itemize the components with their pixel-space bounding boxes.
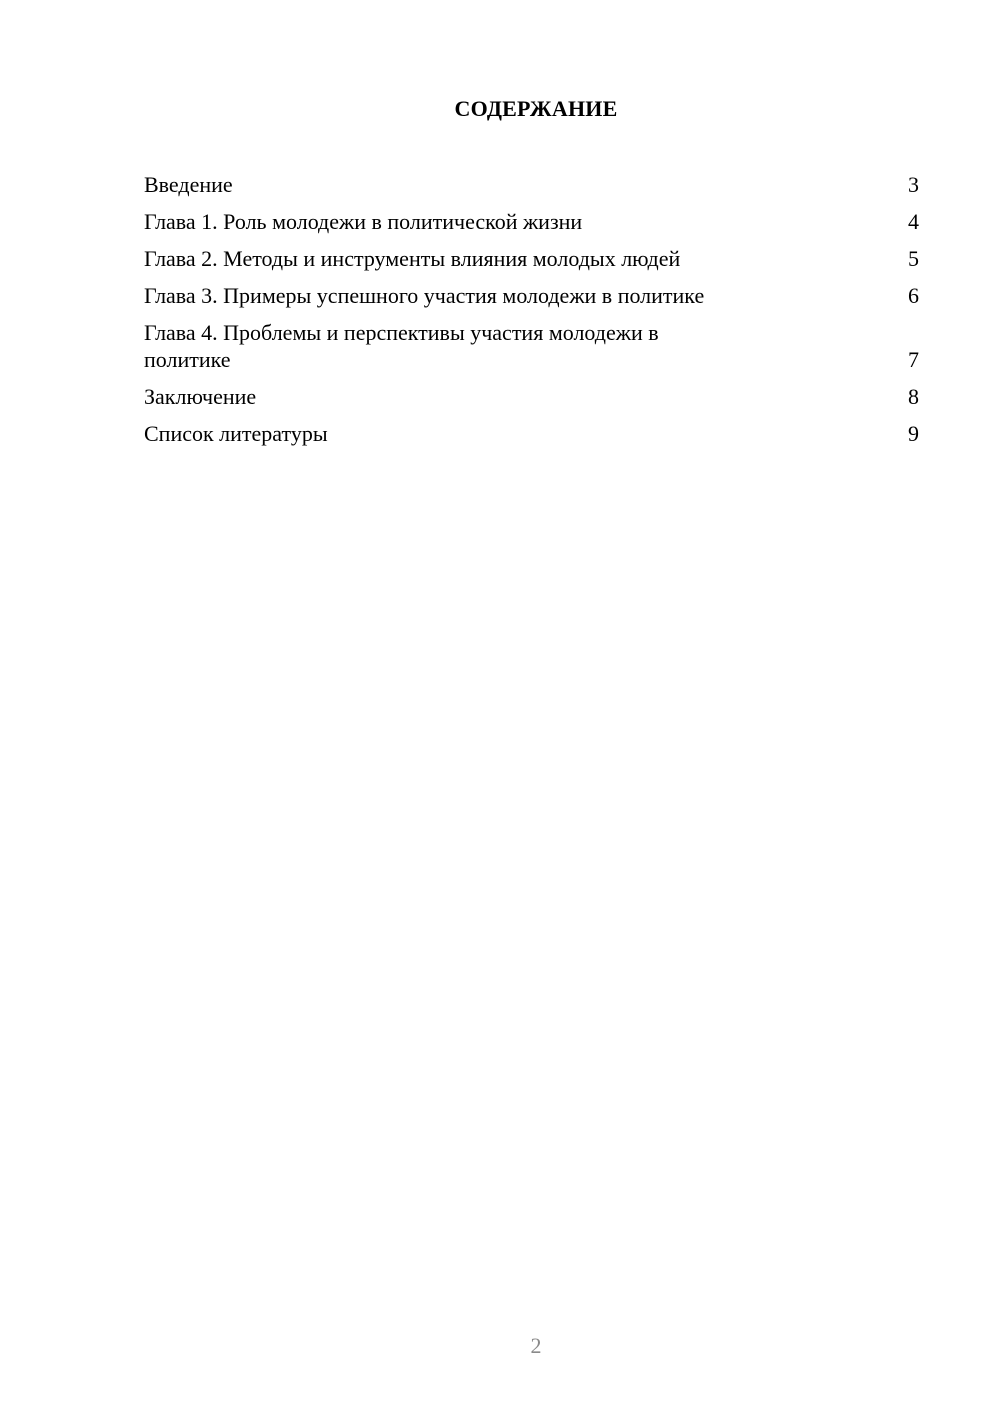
toc-entry-chapter-4 [144,319,919,373]
toc-entry-references [144,420,919,447]
toc-entry-chapter-3 [144,282,919,309]
toc-entry-page: 4 [908,209,919,234]
table-of-contents [144,171,919,457]
toc-entry-page: 5 [908,246,919,271]
toc-entry-chapter-2 [144,245,919,272]
toc-entry-label: Список литературы [144,421,328,446]
toc-entry-page: 3 [908,172,919,197]
toc-entry-introduction [144,171,919,198]
toc-entry-page: 8 [908,384,919,409]
page-number: 2 [530,1333,542,1358]
toc-entry-chapter-1 [144,208,919,235]
toc-entry-label: Глава 2. Методы и инструменты влияния молодых людей [144,246,681,271]
toc-entry-label: Введение [144,172,233,197]
toc-entry-label: Заключение [144,384,257,409]
toc-entry-page: 6 [908,283,919,308]
toc-entry-label: Глава 1. Роль молодежи в политической жизни [144,209,583,234]
toc-entry-page: 9 [908,421,919,446]
toc-entry-label: Глава 4. Проблемы и перспективы участия молодежи в политике [144,320,659,372]
toc-entry-label: Глава 3. Примеры успешного участия молодежи в политике [144,283,705,308]
toc-entry-page: 7 [908,347,919,372]
toc-entry-conclusion [144,383,919,410]
page-title: СОДЕРЖАНИЕ [454,96,618,121]
